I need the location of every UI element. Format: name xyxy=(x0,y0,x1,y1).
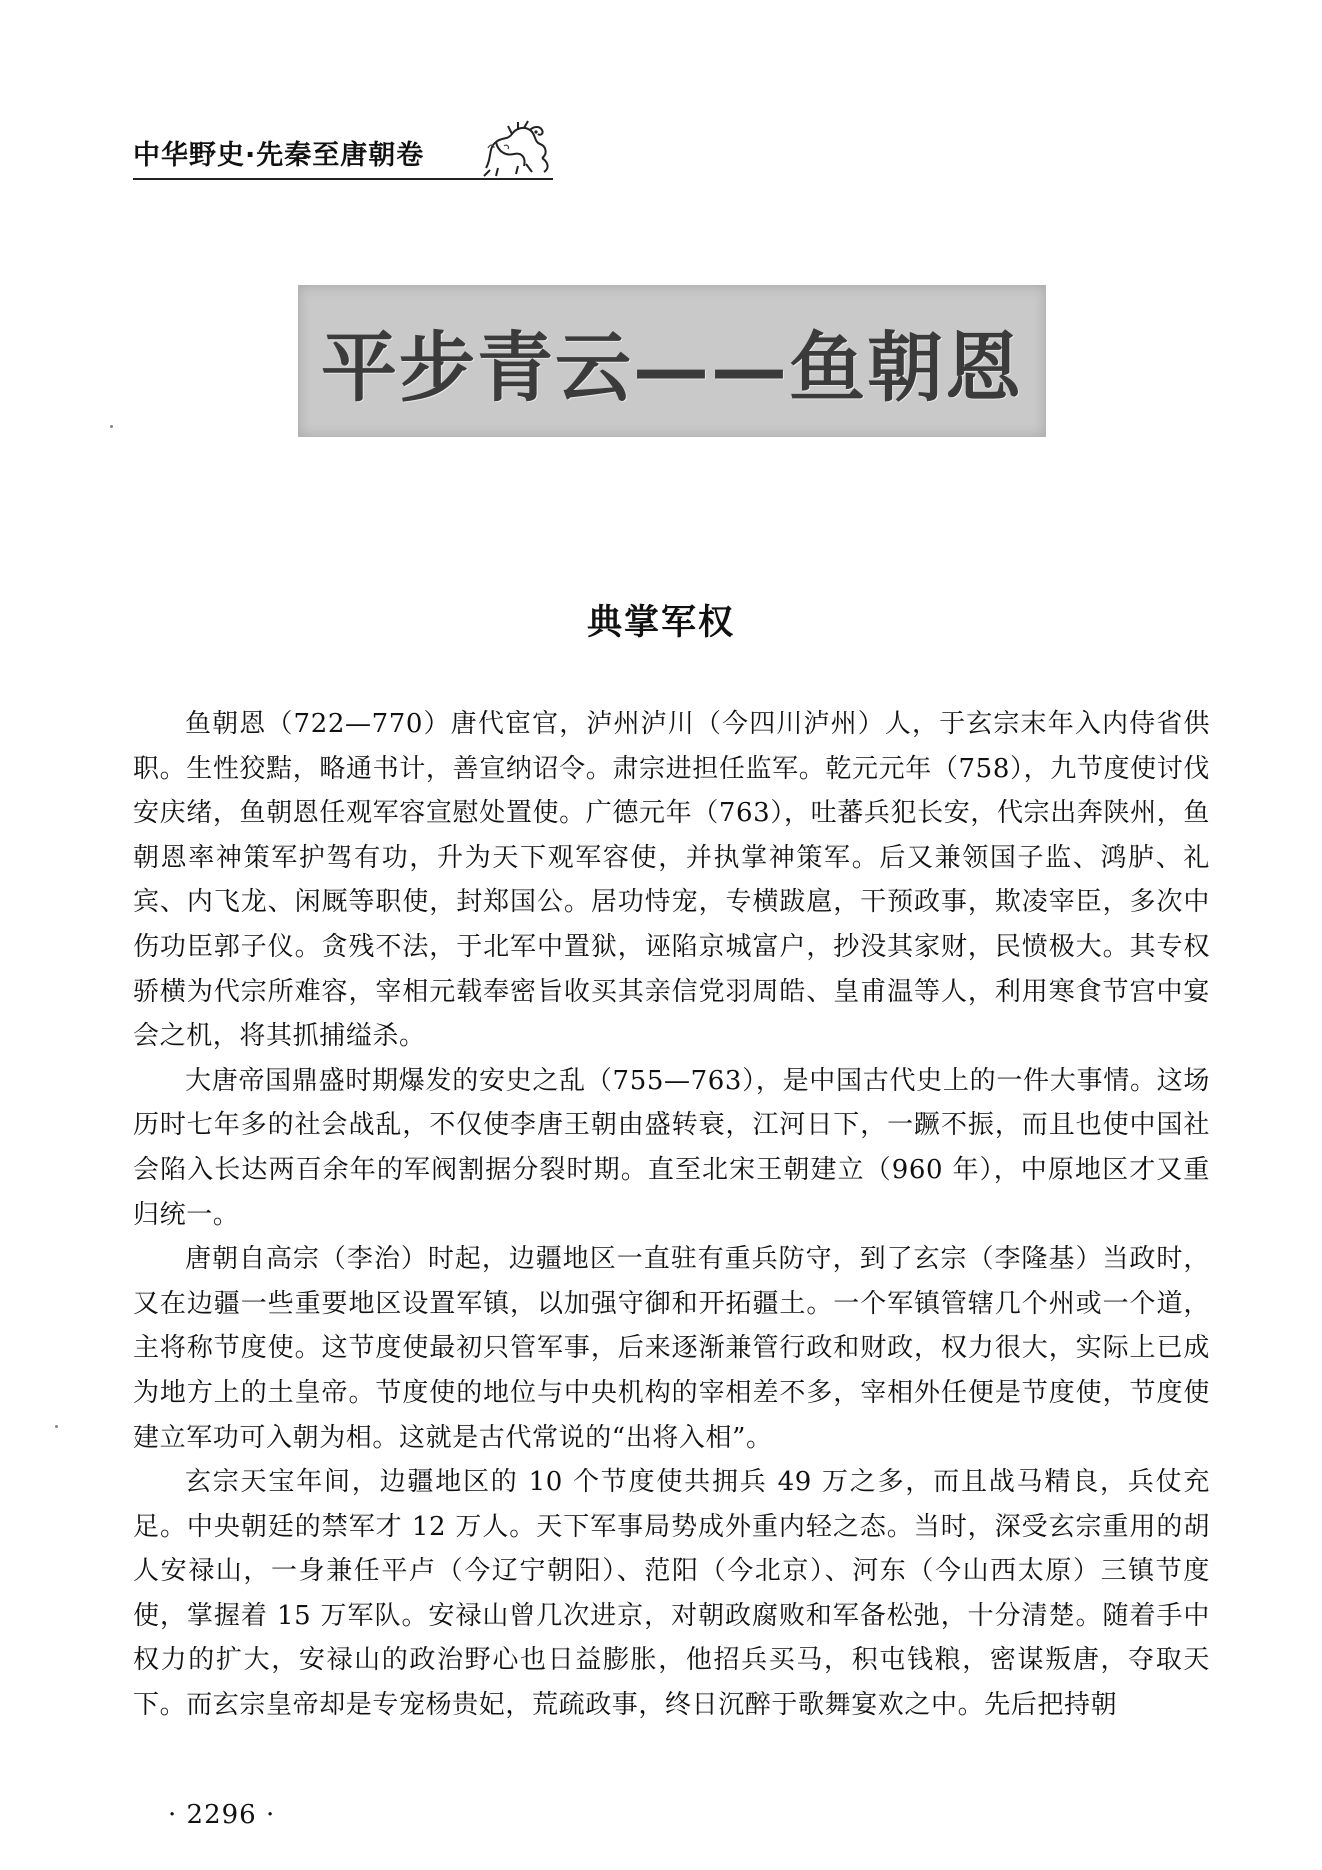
section-heading: 典掌军权 xyxy=(586,603,735,643)
dragon-emblem-icon xyxy=(478,118,554,180)
paragraph: 玄宗天宝年间，边疆地区的 10 个节度使共拥兵 49 万之多，而且战马精良，兵仗充足。中央朝廷的禁军才 12 万人。天下军事局势成外重内轻之态。当时，深受玄宗重用的胡人安禄山，一身兼任平卢（今辽宁朝阳）、范阳（今北京）、河东（今山西太原）三镇节度使，掌握着 15 万军队。安禄山曾几次进京，对朝政腐败和军备松弛，十分清楚。随着手中权力的扩大，安禄山的政治野心也日益膨胀，他招兵买马，积屯钱粮，密谋叛唐，夺取天下。而玄宗皇帝却是专宠杨贵妃，荒疏政事，终日沉醉于歌舞宴欢之中。先后把持朝 xyxy=(133,1467,1210,1721)
paragraph: 唐朝自高宗（李治）时起，边疆地区一直驻有重兵防守，到了玄宗（李隆基）当政时，又在边疆一些重要地区设置军镇，以加强守御和开拓疆土。一个军镇管辖几个州或一个道，主将称节度使。这节度使最初只管军事，后来逐渐兼管行政和财政，权力很大，实际上已成为地方上的土皇帝。节度使的地位与中央机构的宰相差不多，宰相外任便是节度使，节度使建立军功可入朝为相。这就是古代常说的“出将入相”。 xyxy=(133,1244,1210,1453)
header-rule xyxy=(133,178,553,180)
chapter-title: 平步青云——鱼朝恩 xyxy=(321,322,1023,412)
page-number: · 2296 · xyxy=(168,1800,276,1830)
scan-speck xyxy=(55,1425,58,1428)
running-header-title: 中华野史·先秦至唐朝卷 xyxy=(133,140,425,171)
paragraph: 大唐帝国鼎盛时期爆发的安史之乱（755—763），是中国古代史上的一件大事情。这场历时七年多的社会战乱，不仅使李唐王朝由盛转衰，江河日下，一蹶不振，而且也使中国社会陷入长达两百余年的军阀割据分裂时期。直至北宋王朝建立（960 年），中原地区才又重归统一。 xyxy=(133,1065,1210,1230)
paragraph: 鱼朝恩（722—770）唐代宦官，泸州泸川（今四川泸州）人，于玄宗末年入内侍省供职。生性狡黠，略通书计，善宣纳诏令。肃宗进担任监军。乾元元年（758），九节度使讨伐安庆绪，鱼朝恩任观军容宣慰处置使。广德元年（763），吐蕃兵犯长安，代宗出奔陕州，鱼朝恩率神策军护驾有功，升为天下观军容使，并执掌神策军。后又兼领国子监、鸿胪、礼宾、内飞龙、闲厩等职使，封郑国公。居功恃宠，专横跋扈，干预政事，欺凌宰臣，多次中伤功臣郭子仪。贪残不法，于北军中置狱，诬陷京城富户，抄没其家财，民愤极大。其专权骄横为代宗所难容，宰相元载奉密旨收买其亲信党羽周皓、皇甫温等人，利用寒食节宫中宴会之机，将其抓捕缢杀。 xyxy=(133,709,1210,1052)
chapter-title-banner xyxy=(298,285,1046,437)
scan-speck xyxy=(110,425,113,428)
body-text xyxy=(133,702,1210,1728)
